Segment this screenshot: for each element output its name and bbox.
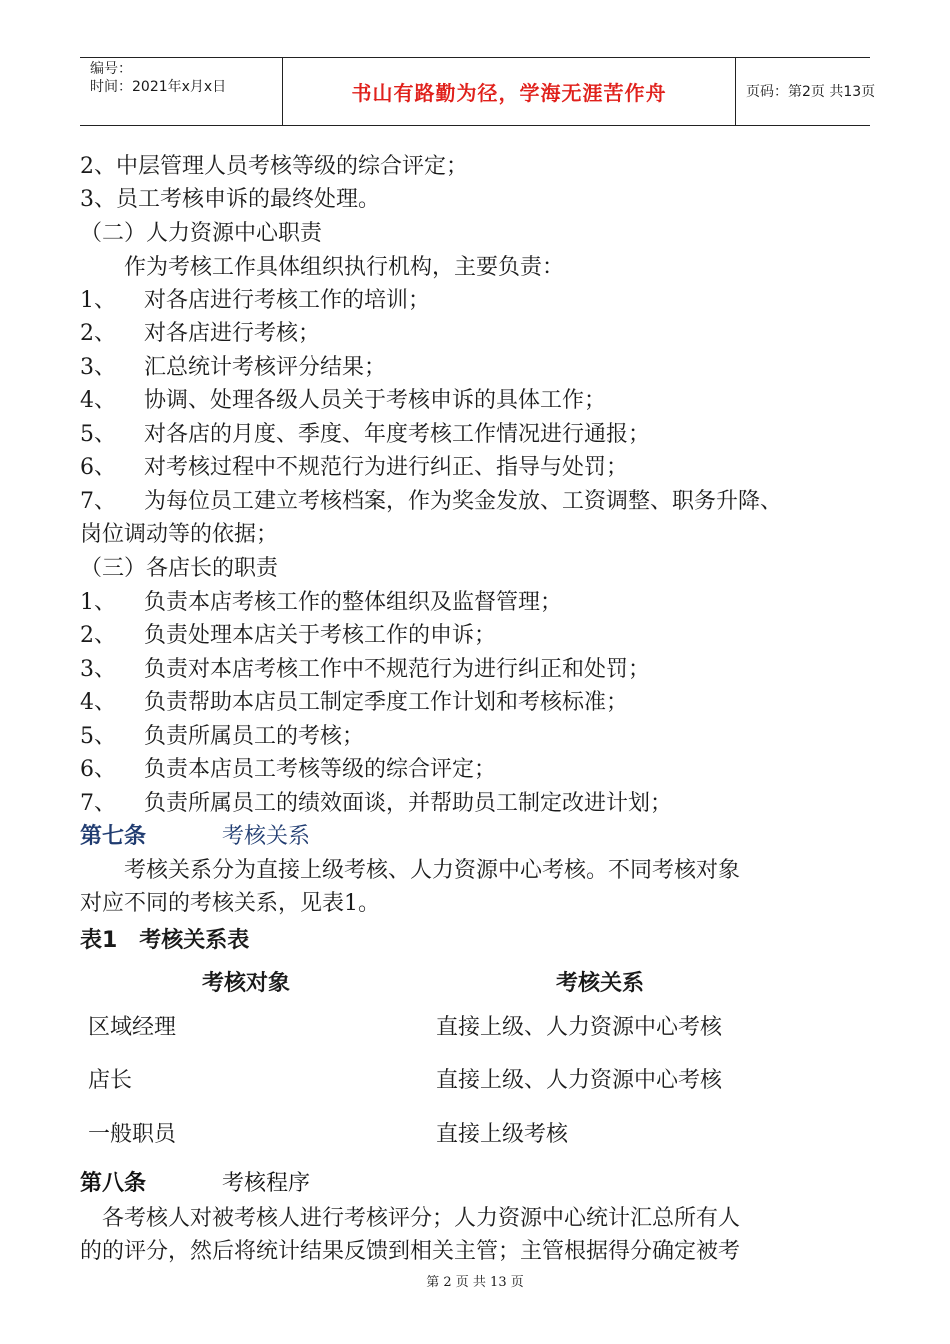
list-item-text: 对各店进行考核工作的培训；	[144, 288, 431, 313]
table-header-target: 考核对象	[202, 971, 291, 996]
list-item-text: 对考核过程中不规范行为进行纠正、指导与处罚；	[144, 455, 629, 480]
list-item	[80, 286, 430, 316]
list-item	[80, 420, 650, 450]
article-title: 考核程序	[222, 1171, 311, 1196]
body-paragraph-line: 的的评分，然后将统计结果反馈到相关主管；主管根据得分确定被考	[80, 1239, 741, 1264]
section-heading: （二）人力资源中心职责	[80, 221, 323, 246]
list-item-number: 7、	[80, 791, 116, 816]
list-item-text: 负责本店考核工作的整体组织及监督管理；	[144, 590, 563, 615]
list-item-text: 负责对本店考核工作中不规范行为进行纠正和处罚；	[144, 657, 651, 682]
list-item-number: 3、	[80, 355, 116, 380]
table-cell: 直接上级、人力资源中心考核	[436, 1015, 723, 1040]
table-cell: 店长	[88, 1068, 133, 1093]
body-line: 2、中层管理人员考核等级的综合评定；	[80, 154, 468, 179]
list-item	[80, 319, 320, 349]
list-item-text: 协调、处理各级人员关于考核申诉的具体工作；	[144, 388, 607, 413]
header-motto: 书山有路勤为径，学海无涯苦作舟	[351, 81, 667, 105]
list-item	[80, 655, 650, 685]
list-item	[80, 487, 782, 517]
list-item-number: 7、	[80, 489, 116, 514]
table-cell: 直接上级考核	[436, 1122, 569, 1147]
list-item	[80, 588, 562, 618]
body-paragraph-line: 各考核人对被考核人进行考核评分；人力资源中心统计汇总所有人	[80, 1206, 741, 1231]
list-item	[80, 386, 606, 416]
list-item	[80, 755, 496, 785]
list-item-number: 2、	[80, 623, 116, 648]
list-item-text: 对各店的月度、季度、年度考核工作情况进行通报；	[144, 422, 651, 447]
header-page-cell	[736, 57, 876, 125]
list-item-number: 6、	[80, 455, 116, 480]
article-label: 第七条	[80, 824, 147, 849]
list-item	[80, 688, 628, 718]
table-title: 表1 考核关系表	[80, 928, 250, 953]
header-left-cell	[80, 57, 280, 125]
article-seven-heading	[80, 822, 310, 852]
list-item	[80, 453, 628, 483]
list-item-text: 汇总统计考核评分结果；	[144, 355, 387, 380]
list-item	[80, 353, 386, 383]
body-paragraph-line: 对应不同的考核关系，见表1。	[80, 891, 380, 916]
list-item-number: 4、	[80, 388, 116, 413]
section-heading: （三）各店长的职责	[80, 556, 279, 581]
table-cell: 直接上级、人力资源中心考核	[436, 1068, 723, 1093]
list-item-text: 对各店进行考核；	[144, 321, 321, 346]
list-item-number: 3、	[80, 657, 116, 682]
document-date-label: 时间：2021年x月x日	[90, 79, 227, 95]
list-item-number: 2、	[80, 321, 116, 346]
article-label: 第八条	[80, 1171, 147, 1196]
page-footer: 第 2 页 共 13 页	[426, 1275, 524, 1290]
list-item-text: 负责所属员工的考核；	[144, 724, 365, 749]
table-header-relation: 考核关系	[556, 971, 645, 996]
body-line: 作为考核工作具体组织执行机构，主要负责：	[80, 255, 565, 280]
list-item	[80, 722, 364, 752]
list-item-number: 1、	[80, 288, 116, 313]
header-motto-cell	[282, 57, 736, 125]
list-item-text: 负责处理本店关于考核工作的申诉；	[144, 623, 497, 648]
table-cell: 一般职员	[88, 1122, 177, 1147]
list-item-number: 4、	[80, 690, 116, 715]
document-number-label: 编号：	[90, 61, 132, 77]
page-header	[80, 57, 876, 126]
body-paragraph-line: 考核关系分为直接上级考核、人力资源中心考核。不同考核对象	[80, 858, 741, 883]
list-item-number: 6、	[80, 757, 116, 782]
list-item-number: 5、	[80, 422, 116, 447]
list-item-number: 1、	[80, 590, 116, 615]
article-eight-heading	[80, 1169, 310, 1199]
table-cell: 区域经理	[88, 1015, 177, 1040]
list-item-text: 负责所属员工的绩效面谈，并帮助员工制定改进计划；	[144, 791, 673, 816]
body-line: 3、员工考核申诉的最终处理。	[80, 187, 380, 212]
header-page-number: 页码：第2页 共13页	[746, 84, 876, 100]
list-item-text: 为每位员工建立考核档案，作为奖金发放、工资调整、职务升降、	[144, 489, 783, 514]
article-title: 考核关系	[222, 824, 311, 849]
list-item	[80, 789, 672, 819]
list-item-number: 5、	[80, 724, 116, 749]
list-item-continuation: 岗位调动等的依据；	[80, 522, 279, 547]
list-item-text: 负责帮助本店员工制定季度工作计划和考核标准；	[144, 690, 629, 715]
list-item-text: 负责本店员工考核等级的综合评定；	[144, 757, 497, 782]
list-item	[80, 621, 496, 651]
